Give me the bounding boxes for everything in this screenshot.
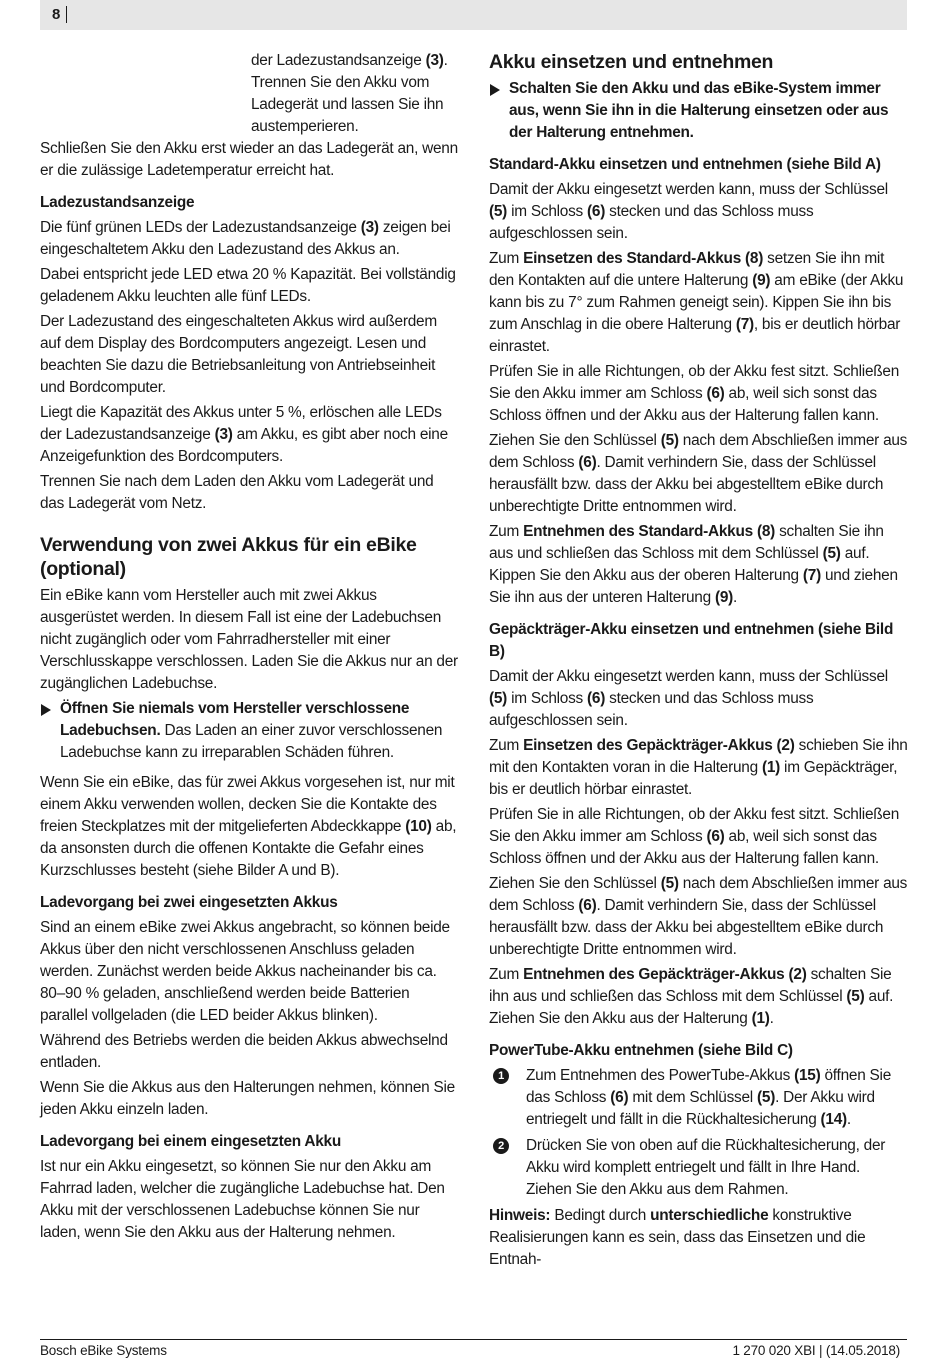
ladezustand-paragraph-4: Liegt die Kapazität des Akkus unter 5 %, erlöschen alle LEDs der Ladezustandsanzeige (3) am Akku, es gibt aber noch eine Anzeigefunktion des Bordcomputers.: [40, 404, 448, 465]
warning-ladebuchsen: Öffnen Sie niemals vom Hersteller verschlossene Ladebuchsen. Das Laden an einer zuvor verschlossenen Ladebuchse kann zu irreparablen Schäden führen.: [40, 698, 458, 764]
warning-triangle-icon: [41, 704, 51, 716]
step-number-1-icon: 1: [493, 1068, 509, 1084]
step-number-2-icon: 2: [493, 1138, 509, 1154]
ladezustand-paragraph-5: Trennen Sie nach dem Laden den Akku vom Ladegerät und das Ladegerät vom Netz.: [40, 473, 434, 512]
standard-paragraph-5: Zum Entnehmen des Standard-Akkus (8) schalten Sie ihn aus und schließen das Schloss mit dem Schlüssel (5) auf. Kippen Sie den Akku aus der oberen Halterung (7) und ziehen Sie ihn aus der unteren Halterung (9).: [489, 523, 898, 606]
footer-brand: Bosch eBike Systems: [40, 1343, 167, 1358]
page-number: 8: [52, 6, 61, 23]
step-1: 1 Zum Entnehmen des PowerTube-Akkus (15) öffnen Sie das Schloss (6) mit dem Schlüssel (5). Der Akku wird entriegelt und fällt in die Rückhaltesicherung (14).: [489, 1065, 909, 1131]
zwei-eingesetzt-paragraph-2: Während des Betriebs werden die beiden Akkus abwechselnd entladen.: [40, 1032, 448, 1071]
warning-triangle-icon: [490, 84, 500, 96]
heading-powertube-akku: PowerTube-Akku entnehmen (siehe Bild C): [489, 1042, 793, 1059]
heading-standard-akku: Standard-Akku einsetzen und entnehmen (siehe Bild A): [489, 156, 881, 173]
heading-ladezustandsanzeige: Ladezustandsanzeige: [40, 194, 195, 211]
heading-gepaecktraeger-akku: Gepäckträger-Akku einsetzen und entnehmen (siehe Bild B): [489, 621, 894, 660]
zwei-akkus-paragraph-1: Ein eBike kann vom Hersteller auch mit zwei Akkus ausgerüstet werden. In diesem Fall ist eine der Ladebuchsen nicht zugänglich oder vom Fahrradhersteller mit einer Verschlusskappe verschlossen. Laden Sie die Akkus nur an der zugänglichen Ladebuchse.: [40, 587, 458, 692]
gepaeck-paragraph-1: Damit der Akku eingesetzt werden kann, muss der Schlüssel (5) im Schloss (6) stecken und das Schloss muss aufgeschlossen sein.: [489, 668, 888, 729]
intro-paragraph-1: der Ladezustandsanzeige (3). Trennen Sie den Akku vom Ladegerät und lassen Sie ihn austemperieren.: [251, 52, 448, 135]
warning-system-ausschalten: Schalten Sie den Akku und das eBike-System immer aus, wenn Sie ihn in die Halterung einsetzen oder aus der Halterung entnehmen.: [489, 78, 909, 144]
ladezustand-paragraph-2: Dabei entspricht jede LED etwa 20 % Kapazität. Bei vollständig geladenem Akku leuchten alle fünf LEDs.: [40, 266, 456, 305]
heading-zwei-akkus: Verwendung von zwei Akkus für ein eBike (optional): [40, 534, 417, 580]
standard-paragraph-3: Prüfen Sie in alle Richtungen, ob der Akku fest sitzt. Schließen Sie den Akku immer am Schloss (6) ab, weil sich sonst das Schloss öffnen und der Akku aus der Halterung fallen kann.: [489, 363, 900, 424]
standard-paragraph-4: Ziehen Sie den Schlüssel (5) nach dem Abschließen immer aus dem Schloss (6). Damit verhindern Sie, dass der Schlüssel herausfällt bzw. dass der Akku bei abgestelltem eBike durch unberechtigte Dritte entnommen wird.: [489, 432, 908, 515]
footer-document-id: 1 270 020 XBI | (14.05.2018): [732, 1343, 900, 1358]
page-number-separator: [66, 6, 67, 23]
gepaeck-paragraph-4: Ziehen Sie den Schlüssel (5) nach dem Abschließen immer aus dem Schloss (6). Damit verhindern Sie, dass der Schlüssel herausfällt bzw. dass der Akku bei abgestelltem eBike durch unberechtigte Dritte entnommen wird.: [489, 875, 908, 958]
header-bar: [40, 0, 907, 30]
heading-zwei-eingesetzt: Ladevorgang bei zwei eingesetzten Akkus: [40, 894, 338, 911]
standard-paragraph-1: Damit der Akku eingesetzt werden kann, muss der Schlüssel (5) im Schloss (6) stecken und das Schloss muss aufgeschlossen sein.: [489, 181, 888, 242]
zwei-eingesetzt-paragraph-1: Sind an einem eBike zwei Akkus angebracht, so können beide Akkus über den nicht verschlossenen Anschluss geladen werden. Zunächst werden beide Akkus nacheinander bis ca. 80–90 % geladen, anschließend werden beide Batterien parallel vollgeladen (die LED beider Akkus blinken).: [40, 919, 450, 1024]
ladezustand-paragraph-1: Die fünf grünen LEDs der Ladezustandsanzeige (3) zeigen bei eingeschaltetem Akku den Ladezustand des Akkus an.: [40, 219, 451, 258]
gepaeck-paragraph-5: Zum Entnehmen des Gepäckträger-Akkus (2) schalten Sie ihn aus und schließen das Schloss mit dem Schlüssel (5) auf. Ziehen Sie den Akku aus der Halterung (1).: [489, 966, 894, 1027]
gepaeck-paragraph-3: Prüfen Sie in alle Richtungen, ob der Akku fest sitzt. Schließen Sie den Akku immer am Schloss (6) ab, weil sich sonst das Schloss öffnen und der Akku aus der Halterung fallen kann.: [489, 806, 900, 867]
zwei-eingesetzt-paragraph-3: Wenn Sie die Akkus aus den Halterungen nehmen, können Sie jeden Akku einzeln laden.: [40, 1079, 455, 1118]
right-column: [489, 50, 909, 1274]
intro-paragraph-2: Schließen Sie den Akku erst wieder an das Ladegerät an, wenn er die zulässige Ladetemperatur erreicht hat.: [40, 140, 458, 179]
standard-paragraph-2: Zum Einsetzen des Standard-Akkus (8) setzen Sie ihn mit den Kontakten auf die untere Halterung (9) am eBike (der Akku kann bis zu 7° zum Rahmen geneigt sein). Kippen Sie ihn bis zum Anschlag in die obere Halterung (7), bis er deutlich hörbar einrastet.: [489, 250, 904, 355]
einer-eingesetzt-paragraph-1: Ist nur ein Akku eingesetzt, so können Sie nur den Akku am Fahrrad laden, welcher die zugängliche Ladebuchse hat. Den Akku mit der verschlossenen Ladebuchse können Sie nur laden, wenn Sie den Akku aus der Halterung nehmen.: [40, 1158, 445, 1241]
gepaeck-paragraph-2: Zum Einsetzen des Gepäckträger-Akkus (2) schieben Sie ihn mit den Kontakten voran in die Halterung (1) im Gepäckträger, bis er deutlich hörbar einrastet.: [489, 737, 908, 798]
zwei-akkus-paragraph-2: Wenn Sie ein eBike, das für zwei Akkus vorgesehen ist, nur mit einem Akku verwenden wollen, decken Sie die Kontakte des freien Steckplatzes mit der mitgelieferten Abdeckkappe (10) ab, da ansonsten durch die offenen Kontakte die Gefahr eines Kurzschlusses besteht (siehe Bilder A und B).: [40, 774, 457, 879]
heading-einer-eingesetzt: Ladevorgang bei einem eingesetzten Akku: [40, 1133, 341, 1150]
step-2: 2 Drücken Sie von oben auf die Rückhaltesicherung, der Akku wird komplett entriegelt und fällt in Ihre Hand. Ziehen Sie den Akku aus dem Rahmen.: [489, 1135, 909, 1201]
heading-akku-einsetzen: Akku einsetzen und entnehmen: [489, 51, 774, 73]
hinweis-paragraph: Hinweis: Bedingt durch unterschiedliche konstruktive Realisierungen kann es sein, dass das Einsetzen und die Entnah-: [489, 1207, 866, 1268]
ladezustand-paragraph-3: Der Ladezustand des eingeschalteten Akkus wird außerdem auf dem Display des Bordcomputers angezeigt. Lesen und beachten Sie dazu die Betriebsanleitung von Antriebseinheit und Bordcomputer.: [40, 313, 437, 396]
left-column: [40, 50, 458, 1247]
footer-divider: [40, 1339, 907, 1340]
